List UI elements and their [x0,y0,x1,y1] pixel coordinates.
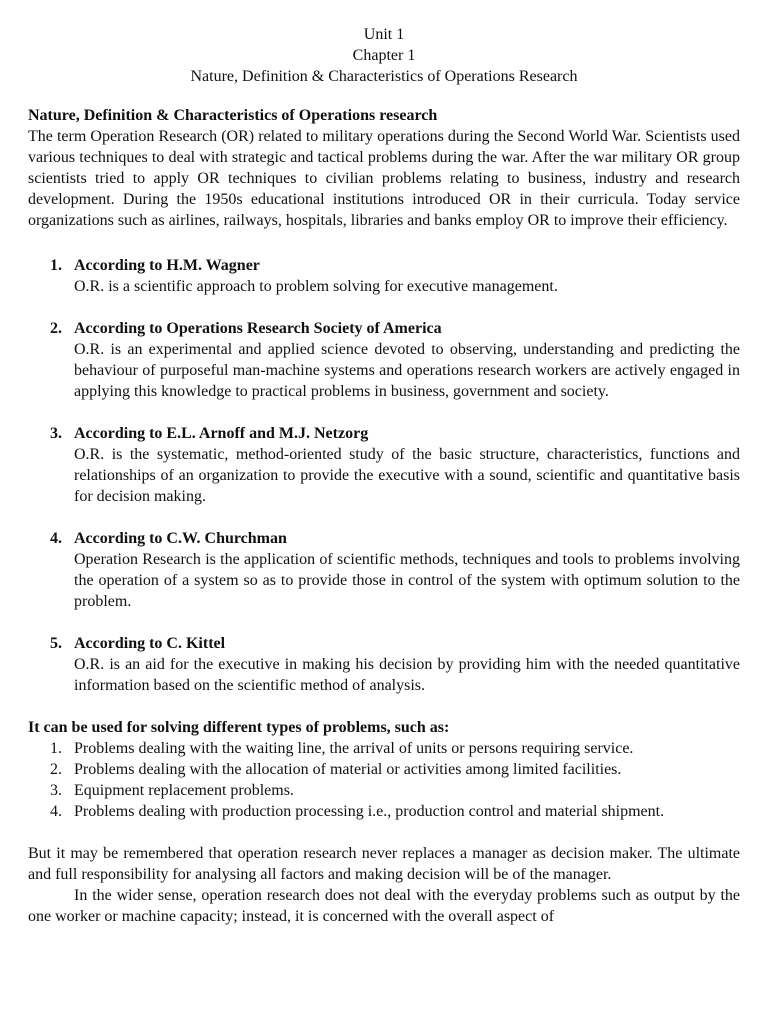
problem-item [28,801,740,822]
definition-text: O.R. is the systematic, method-oriented study of the basic structure, characteristics, functions and relationships of an organization to provide the executive with a sound, scientific and quantitative basis for decision making. [74,446,740,505]
unit-label: Unit 1 [363,26,405,43]
definition-item [28,423,740,507]
definition-number: 5. [50,635,62,652]
definition-number: 2. [50,320,62,337]
problem-text: Problems dealing with production processing i.e., production control and material shipment. [74,803,665,820]
definition-title: According to C.W. Churchman [74,530,287,547]
definition-number: 1. [50,257,62,274]
problem-item [28,738,740,759]
definition-item [28,255,740,297]
closing-paragraph-continued: In the wider sense, operation research does not deal with the everyday problems such as output by the one worker or machine capacity; instead, it is concerned with the overall aspect of [28,887,740,925]
problem-text: Problems dealing with the allocation of material or activities among limited facilities. [74,761,622,778]
problem-text: Problems dealing with the waiting line, the arrival of units or persons requiring service. [74,740,634,757]
document-header [28,24,740,87]
definition-title: According to E.L. Arnoff and M.J. Netzorg [74,425,369,442]
definition-number: 4. [50,530,62,547]
problem-number: 3. [50,782,62,799]
definition-text: O.R. is an aid for the executive in making his decision by providing him with the needed quantitative information based on the scientific method of analysis. [74,656,740,694]
intro-heading: Nature, Definition & Characteristics of Operations research [28,107,438,124]
definition-title: According to Operations Research Society of America [74,320,442,337]
definition-title: According to H.M. Wagner [74,257,260,274]
definition-text: O.R. is a scientific approach to problem solving for executive management. [74,278,558,295]
definitions-list [28,255,740,696]
document-page [28,24,740,927]
chapter-title: Nature, Definition & Characteristics of Operations Research [190,68,578,85]
definition-number: 3. [50,425,62,442]
chapter-label: Chapter 1 [352,47,416,64]
problems-heading: It can be used for solving different types of problems, such as: [28,719,450,736]
closing-paragraph: But it may be remembered that operation research never replaces a manager as decision maker. The ultimate and full responsibility for analysing all factors and making decision will be of the manager. [28,845,740,883]
problem-item [28,780,740,801]
definition-item [28,528,740,612]
definition-item [28,318,740,402]
intro-paragraph: The term Operation Research (OR) related to military operations during the Second World War. Scientists used various techniques to deal with strategic and tactical problems during the war. After the war military OR group scientists tried to apply OR techniques to civilian problems relating to business, industry and research development. During the 1950s educational institutions introduced OR in their curricula. Today service organizations such as airlines, railways, hospitals, libraries and banks employ OR to improve their efficiency. [28,128,740,229]
problem-number: 4. [50,803,62,820]
problem-number: 2. [50,761,62,778]
problems-list [28,738,740,822]
definition-item [28,633,740,696]
problem-text: Equipment replacement problems. [74,782,294,799]
definition-title: According to C. Kittel [74,635,226,652]
problem-item [28,759,740,780]
problem-number: 1. [50,740,62,757]
definition-text: Operation Research is the application of scientific methods, techniques and tools to problems involving the operation of a system so as to provide those in control of the system with optimum solution to the problem. [74,551,740,610]
definition-text: O.R. is an experimental and applied science devoted to observing, understanding and predicting the behaviour of purposeful man-machine systems and operations research workers are actively engaged in applying this knowledge to practical problems in business, government and society. [74,341,740,400]
